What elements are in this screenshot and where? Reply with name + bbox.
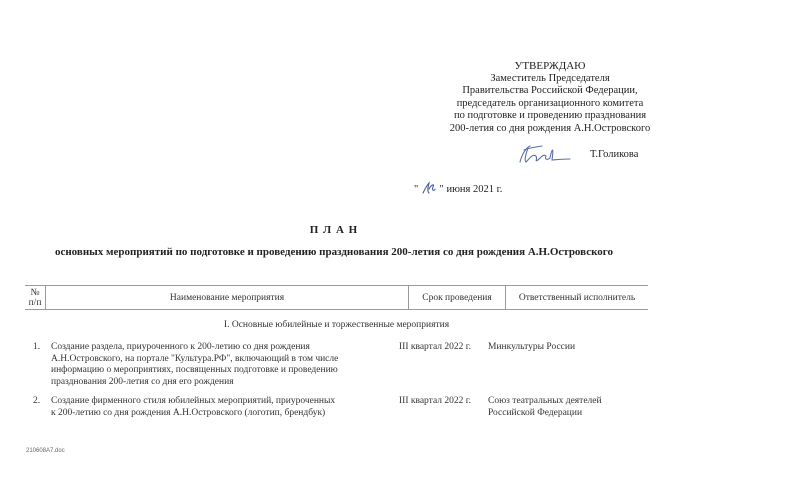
approval-title: УТВЕРЖДАЮ: [514, 60, 586, 72]
header-event-name: Наименование мероприятия: [46, 286, 409, 309]
approval-block: [400, 60, 700, 136]
approval-date: [414, 181, 502, 195]
row-term: III квартал 2022 г.: [399, 396, 471, 406]
footer-file-name: 210608A7.doc: [26, 448, 65, 454]
plan-subtitle: основных мероприятий по подготовке и проведению празднования 200-летия со дня рождения А.Н.Островского: [54, 246, 614, 258]
section-title: I. Основные юбилейные и торжественные мероприятия: [223, 320, 450, 330]
table-header: [25, 285, 648, 310]
date-rest: " июня 2021 г.: [439, 184, 503, 195]
approval-line: председатель организационного комитета: [456, 97, 644, 109]
approval-line: 200-летия со дня рождения А.Н.Островского: [449, 122, 651, 134]
plan-title: П Л А Н: [309, 224, 359, 236]
row-responsible: Союз театральных деятелей Российской Федерации: [488, 396, 602, 418]
signature-row: [512, 140, 712, 170]
approval-line: Правительства Российской Федерации,: [462, 85, 638, 97]
approval-line: Заместитель Председателя: [490, 72, 610, 84]
row-event-name: Создание раздела, приуроченного к 200-летию со дня рождения А.Н.Островского, на портале "Культура.РФ", включающий в том числе информацию о мероприятиях, посвященных подготовке и проведению празднования 200-летия со дня его рождения: [51, 342, 339, 387]
approval-line: по подготовке и проведению празднования: [453, 110, 647, 122]
handwritten-day-icon: [421, 181, 437, 195]
row-event-name: Создание фирменного стиля юбилейных мероприятий, приуроченных к 200-летию со дня рождения А.Н.Островского (логотип, брендбук): [51, 396, 336, 418]
row-number: 2.: [33, 396, 41, 406]
signature-icon: [514, 142, 574, 168]
row-responsible: Минкультуры России: [488, 342, 576, 352]
header-number: № п/п: [25, 286, 46, 309]
row-number: 1.: [33, 342, 41, 352]
date-open-quote: ": [414, 184, 419, 195]
header-responsible: Ответственный исполнитель: [518, 292, 636, 303]
row-term: III квартал 2022 г.: [399, 342, 471, 352]
header-term: Срок проведения: [409, 286, 506, 309]
signer-name: Т.Голикова: [590, 149, 639, 160]
